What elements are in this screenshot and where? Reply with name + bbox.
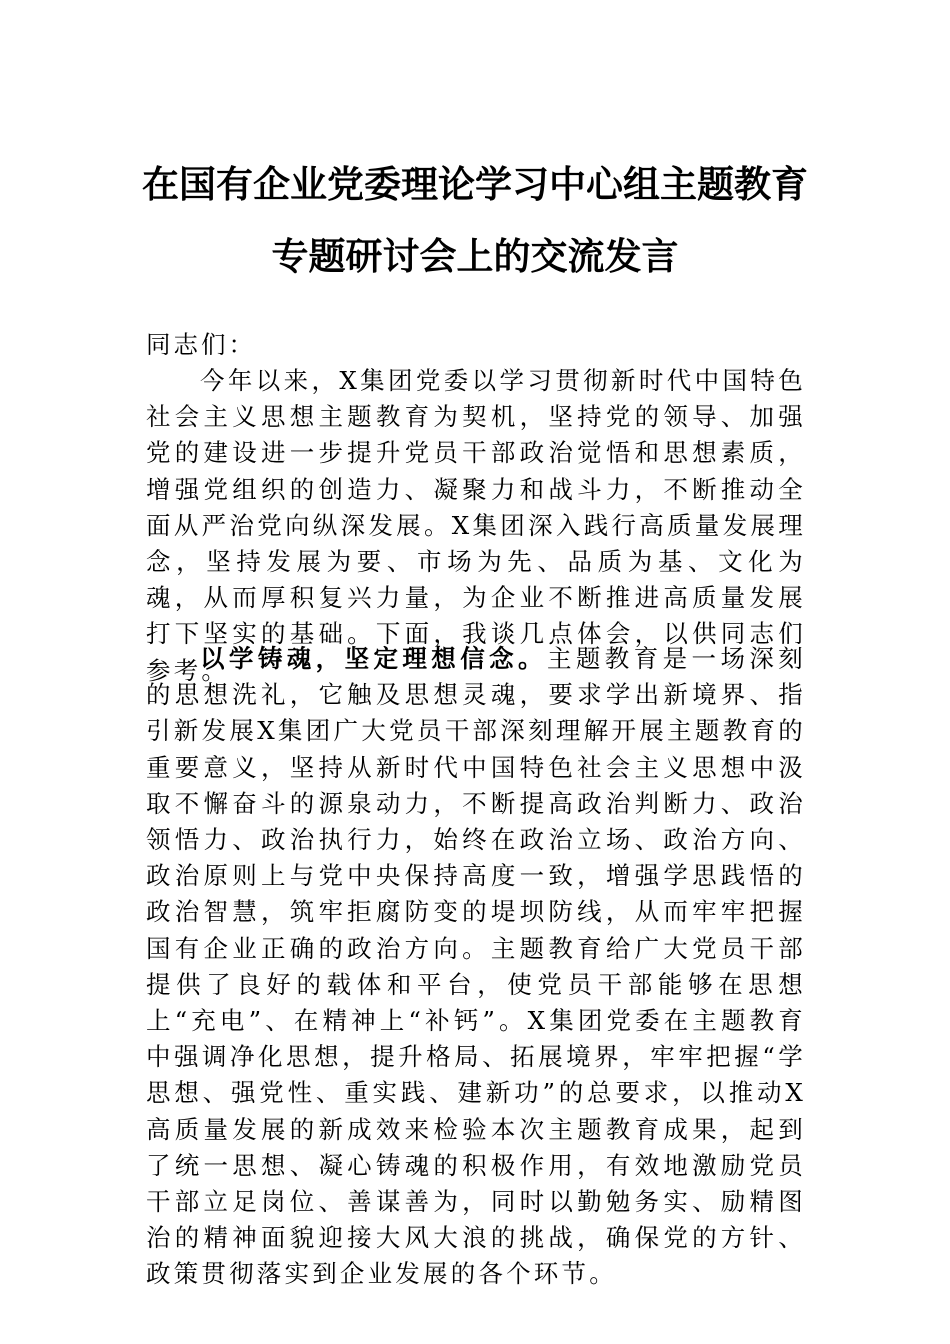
section-1-body: 主题教育是一场深刻的思想洗礼，它触及思想灵魂，要求学出新境界、指引新发展X集团广大党员干部深刻理解开展主题教育的重要意义，坚持从新时代中国特色社会主义思想中汲取不懈奋斗的源泉动力，不断提高政治判断力、政治领悟力、政治执行力，始终在政治立场、政治方向、政治原则上与党中央保持高度一致，增强学思践悟的政治智慧，筑牢拒腐防变的堤坝防线，从而牢牢把握国有企业正确的政治方向。主题教育给广大党员干部提供了良好的载体和平台，使党员干部能够在思想上“充电”、在精神上“补钙”。X集团党委在主题教育中强调净化思想，提升格局、拓展境界，牢牢把握“学思想、强党性、重实践、建新功”的总要求，以推动X高质量发展的新成效来检验本次主题教育成果，起到了统一思想、凝心铸魂的积极作用，有效地激励党员干部立足岗位、善谋善为，同时以勤勉务实、励精图治的精神面貌迎接大风大浪的挑战，确保党的方针、政策贯彻落实到企业发展的各个环节。 (146, 644, 806, 1289)
document-title-line-2: 专题研讨会上的交流发言 (271, 234, 679, 278)
section-1-heading: 以学铸魂，坚定理想信念。 (200, 644, 547, 673)
document-title-line-1: 在国有企业党委理论学习中心组主题教育 (142, 162, 808, 206)
paragraph-section-1 (146, 641, 806, 1293)
paragraph-intro: 今年以来，X集团党委以学习贯彻新时代中国特色社会主义思想主题教育为契机，坚持党的领导、加强党的建设进一步提升党员干部政治觉悟和思想素质，增强党组织的创造力、凝聚力和战斗力，不断推动全面从严治党向纵深发展。X集团深入践行高质量发展理念，坚持发展为要、市场为先、品质为基、文化为魂，从而厚积复兴力量，为企业不断推进高质量发展打下坚实的基础。下面，我谈几点体会，以供同志们参考。 (146, 366, 806, 685)
salutation: 同志们： (146, 330, 256, 359)
